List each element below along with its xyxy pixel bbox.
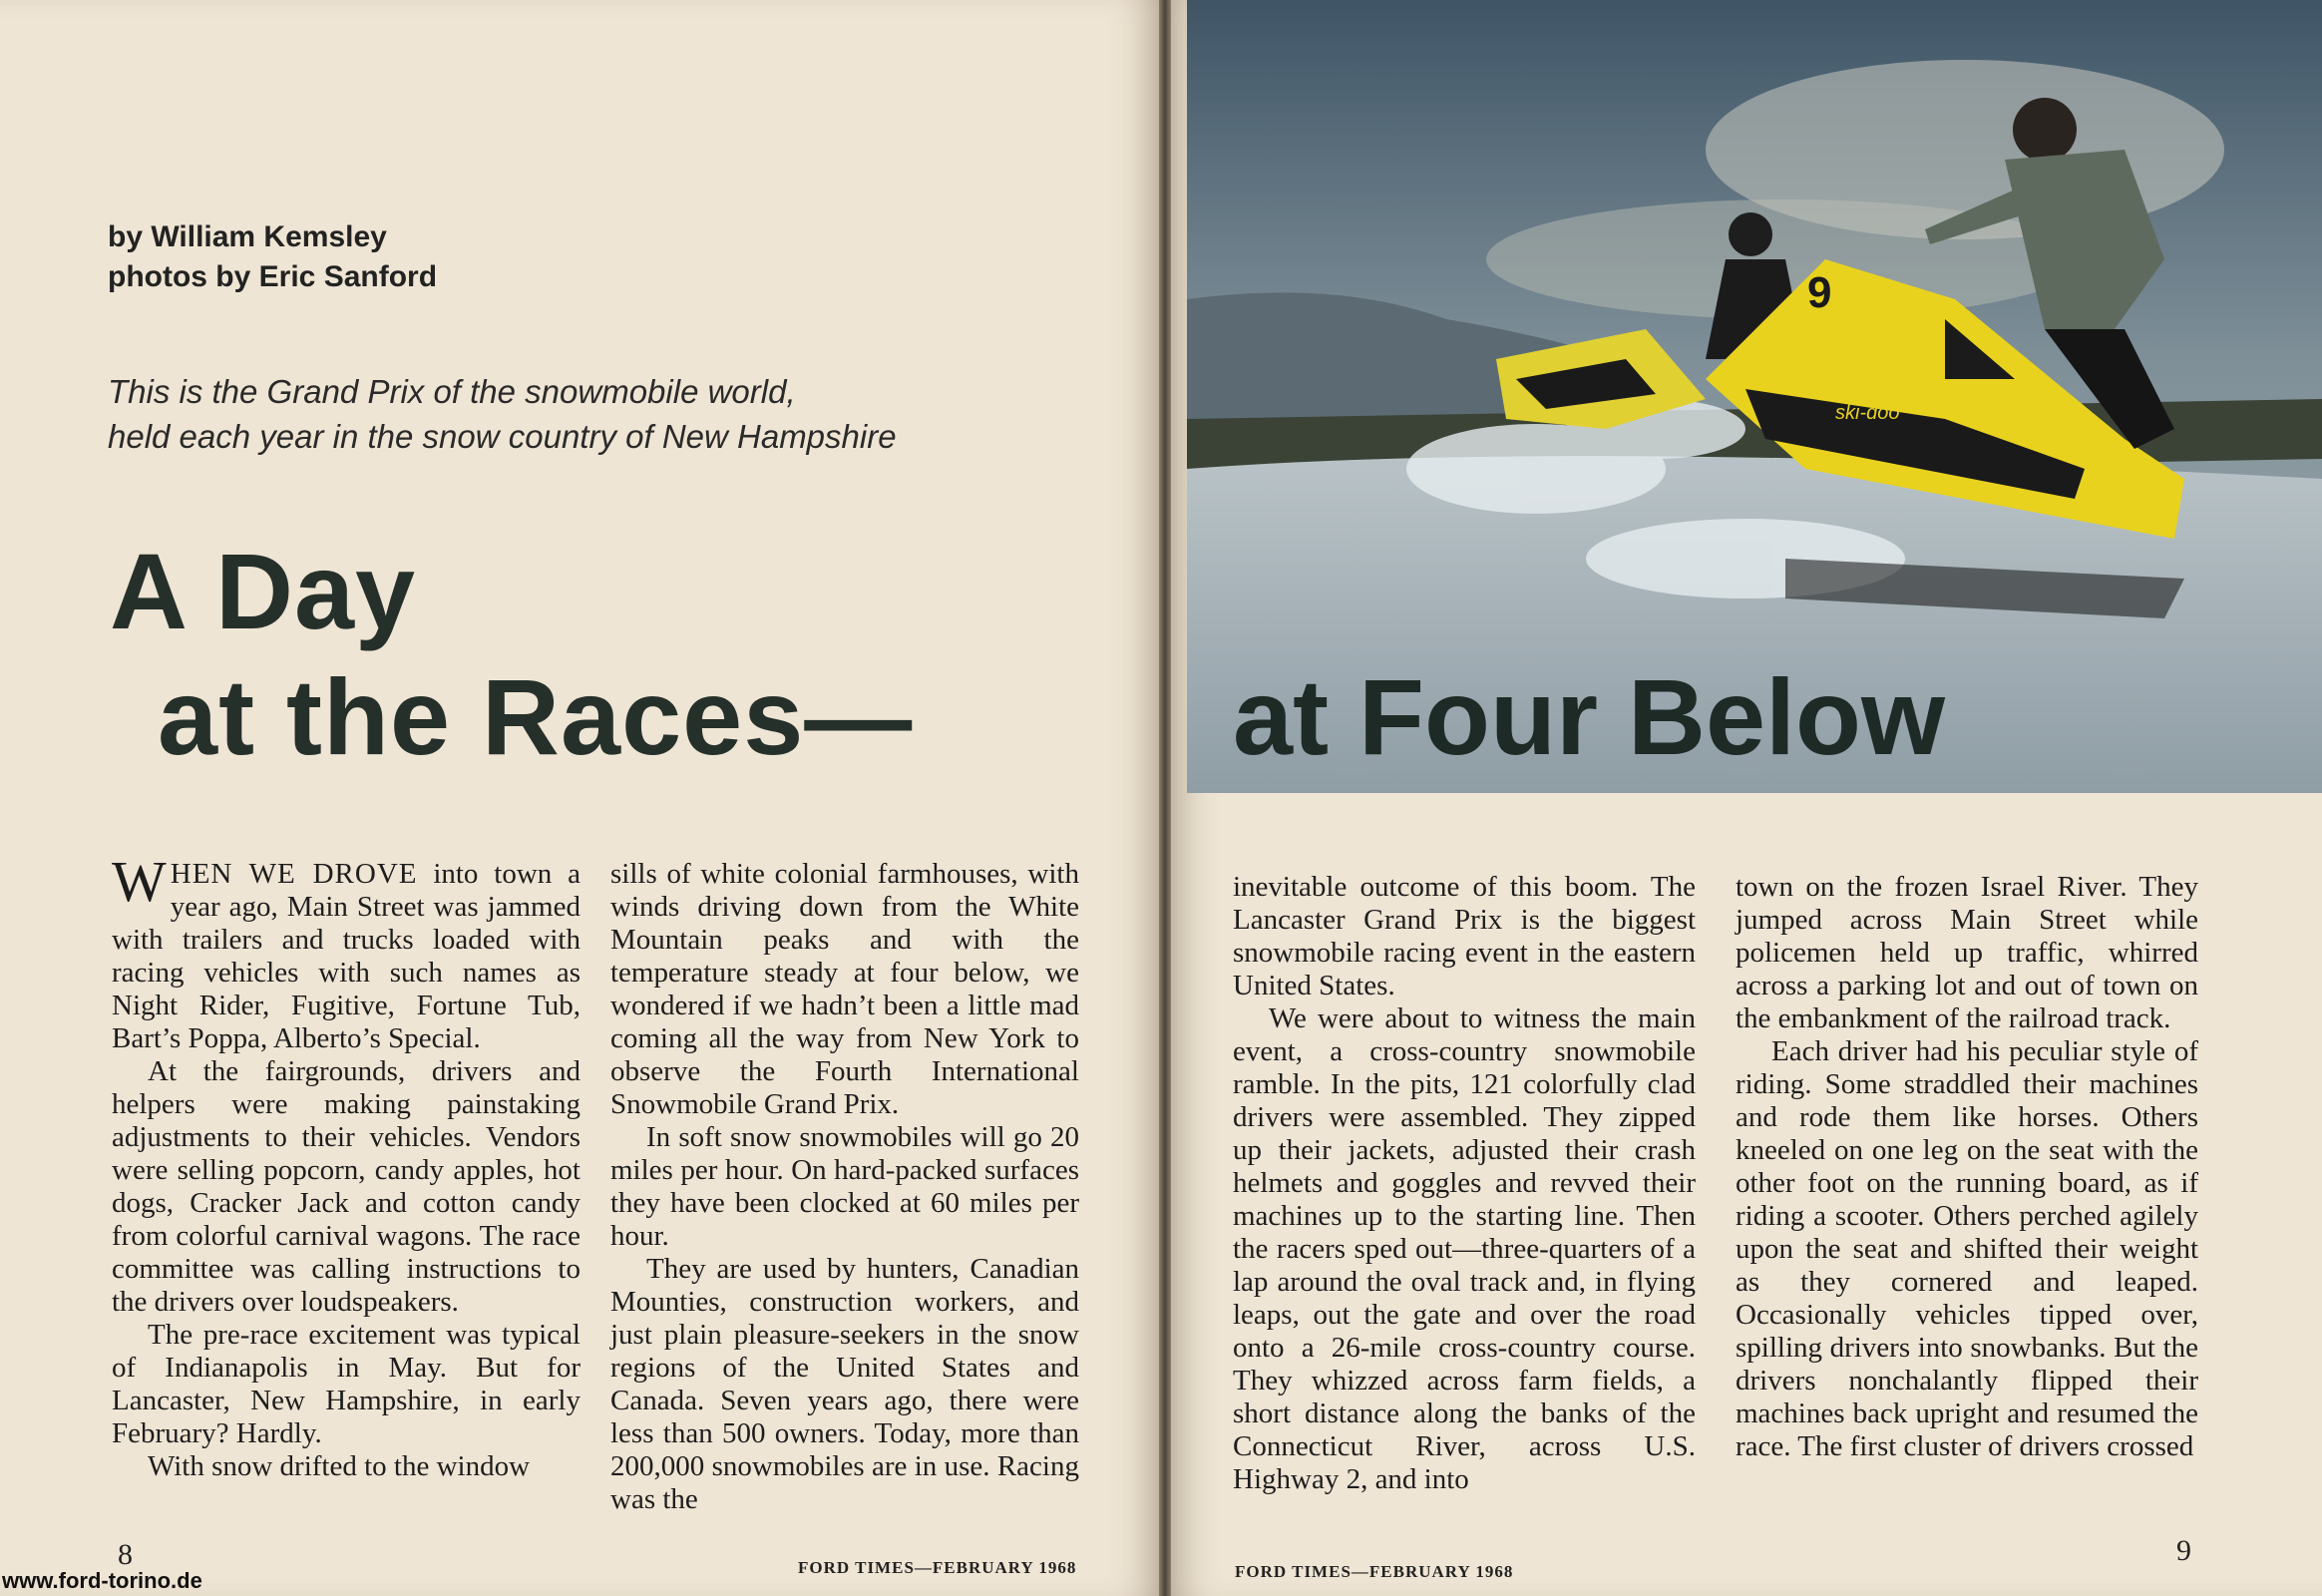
paragraph-text: into town a year ago, Main Street was jammed with trailers and trucks loaded with racing vehicles with such names as Night Rider, Fugitive, Fortune Tub, Bart’s Poppa, Alberto’s Special. [112, 858, 580, 1054]
author-credit: by William Kemsley [108, 220, 387, 253]
sled-brand: ski-doo [1835, 402, 1900, 424]
sled-number: 9 [1807, 268, 1832, 317]
deck-line-2: held each year in the snow country of New Hampshire [108, 418, 897, 455]
byline [108, 217, 437, 297]
paragraph: At the fairgrounds, drivers and helpers were making painstaking adjustments to their vehicles. Vendors were selling popcorn, candy apples, hot dogs, Cracker Jack and cotton candy from colorful carnival wagons. The race committee was calling instructions to the drivers over loudspeakers. [112, 1055, 580, 1318]
headline-line-1: A Day [110, 531, 417, 651]
body-column-3 [1233, 871, 1696, 1496]
running-footer-right: FORD TIMES—FEBRUARY 1968 [1235, 1562, 1514, 1581]
page-number-right: 9 [2176, 1534, 2191, 1567]
paragraph: inevitable outcome of this boom. The Lancaster Grand Prix is the biggest snowmobile racing event in the eastern United States. [1233, 871, 1696, 1001]
body-column-1 [112, 849, 580, 1483]
headline-line-2: at the Races— [158, 656, 914, 777]
lead-in: HEN WE DROVE [170, 858, 418, 890]
body-column-4 [1736, 871, 2198, 1463]
page-number-left: 8 [118, 1538, 133, 1571]
left-page [0, 0, 1159, 1596]
deck-line-1: This is the Grand Prix of the snowmobile world, [108, 373, 796, 410]
paragraph: With snow drifted to the window [148, 1450, 531, 1482]
article-deck [108, 369, 897, 459]
drop-cap: W [112, 849, 167, 914]
paragraph: We were about to witness the main event, a cross-country snowmobile ramble. In the pits, 121 colorfully clad drivers were assembled. They zipped up their jackets, adjusted their crash helmets and goggles and revved their machines up to the starting line. Then the racers sped out—three-quarters of a lap around the oval track and, in flying leaps, out the gate and over the road onto a 26-mile cross-country course. They whizzed across farm fields, a short distance along the banks of the Connecticut River, across U.S. Highway 2, and into [1233, 1002, 1696, 1495]
paragraph: town on the frozen Israel River. They jumped across Main Street while policemen held up traffic, whirred across a parking lot and out of town on the embankment of the railroad track. [1736, 871, 2198, 1034]
paragraph [112, 849, 580, 1055]
paragraph: sills of white colonial farmhouses, with winds driving down from the White Mountain peaks and with the temperature steady at four below, we wondered if we hadn’t been a little mad coming all the way from New York to observe the Fourth International Snowmobile Grand Prix. [610, 858, 1079, 1120]
source-watermark: www.ford-torino.de [2, 1568, 202, 1593]
paragraph: The pre-race excitement was typical of Indianapolis in May. But for Lancaster, New Hampshire, in early February? Hardly. [112, 1319, 580, 1449]
book-gutter [1159, 0, 1171, 1596]
headline-line-3: at Four Below [1233, 656, 1946, 777]
running-footer-left: FORD TIMES—FEBRUARY 1968 [798, 1558, 1077, 1577]
photo-credit: photos by Eric Sanford [108, 260, 438, 293]
paragraph: Each driver had his peculiar style of riding. Some straddled their machines and rode them like horses. Others kneeled on one leg on the seat with the other foot on the running board, as if riding a scooter. Others perched agilely upon the seat and shifted their weight as they cornered and leaped. Occasionally vehicles tipped over, spilling drivers into snowbanks. But the drivers nonchalantly flipped their machines back upright and resumed the race. The first cluster of drivers crossed [1736, 1035, 2198, 1462]
paragraph: In soft snow snowmobiles will go 20 miles per hour. On hard-packed surfaces they have been clocked at 60 miles per hour. [610, 1121, 1079, 1252]
paragraph: They are used by hunters, Canadian Mounties, construction workers, and just plain pleasure-seekers in the snow regions of the United States and Canada. Seven years ago, there were less than 500 owners. Today, more than 200,000 snowmobiles are in use. Racing was the [610, 1253, 1079, 1515]
body-column-2 [610, 858, 1079, 1516]
